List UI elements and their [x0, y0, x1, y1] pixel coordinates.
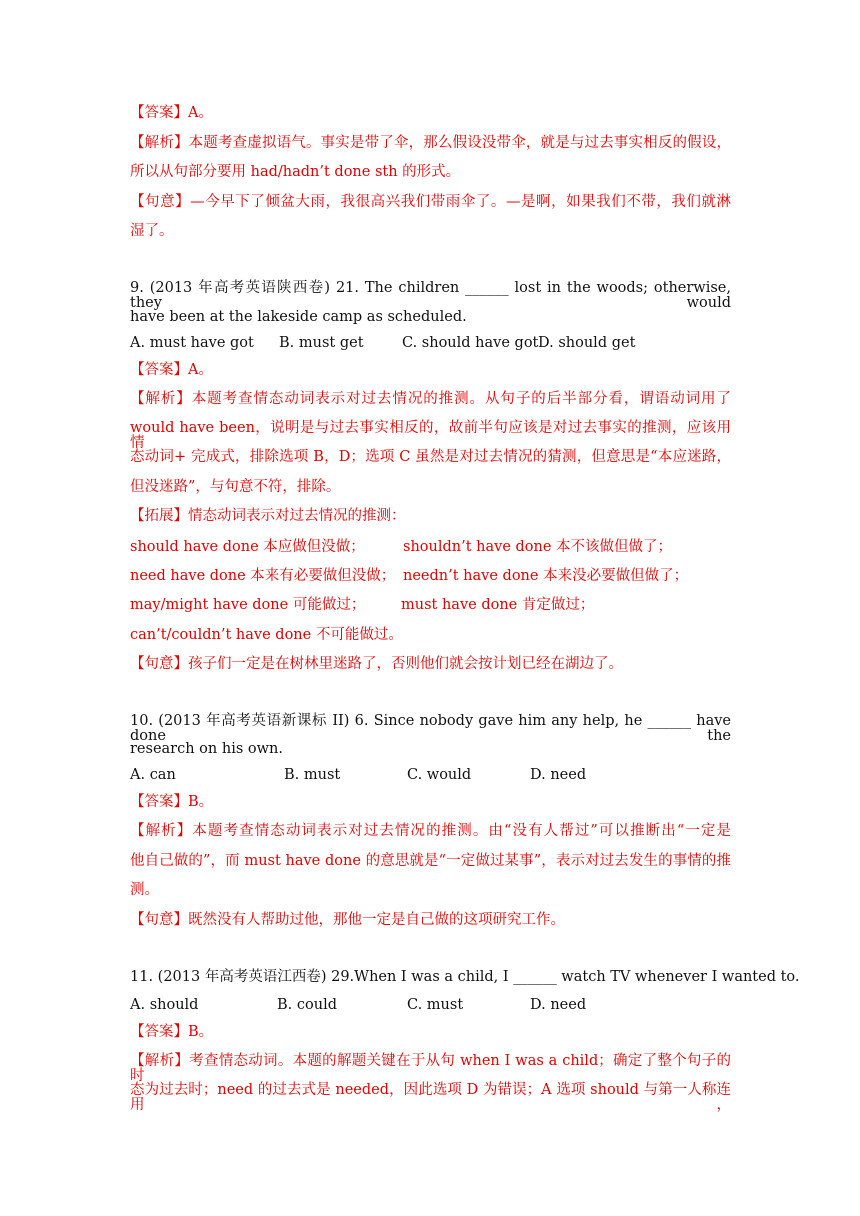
- question-11-line1: 11. (2013 年高考英语江西卷) 29.When I was a child, I ______ watch TV whenever I wanted to.: [130, 969, 800, 985]
- option-q10-d: D. need: [530, 767, 587, 783]
- extension-item: must have done 肯定做过；: [401, 597, 595, 613]
- extension-item: shouldn’t have done 本不该做但做了；: [403, 539, 673, 555]
- extension-row-4: can’t/couldn’t have done 不可能做过。: [130, 627, 403, 643]
- analysis-q11-line1: 【解析】考查情态动词。本题的解题关键在于从句 when I was a child；确定了整个句子的时: [130, 1053, 731, 1084]
- analysis-q9-line4: 但没迷路”，与句意不符，排除。: [130, 479, 341, 495]
- answer-q10: 【答案】B。: [130, 794, 214, 810]
- option-q10-b: B. must: [284, 767, 341, 783]
- analysis-q8-line2: 所以从句部分要用 had/hadn’t done sth 的形式。: [130, 164, 461, 180]
- answer-q8: 【答案】A。: [130, 105, 213, 121]
- meaning-q10: 【句意】既然没有人帮助过他，那他一定是自己做的这项研究工作。: [130, 912, 565, 928]
- meaning-q8-line1: 【句意】—今早下了倾盆大雨，我很高兴我们带雨伞了。—是啊，如果我们不带，我们就淋: [130, 194, 731, 210]
- extension-row-2: [130, 569, 731, 587]
- options-q9: [130, 336, 731, 354]
- question-9-line1: 9. (2013 年高考英语陕西卷) 21. The children ______ lost in the woods; otherwise, they would: [130, 280, 731, 311]
- option-q10-a: A. can: [130, 767, 176, 783]
- analysis-q11-line2: 态为过去时；need 的过去式是 needed，因此选项 D 为错误；A 选项 should 与第一人称连用，: [130, 1082, 731, 1113]
- analysis-q9-line2: would have been，说明是与过去事实相反的，故前半句应该是对过去事实的推测，应该用情: [130, 420, 731, 451]
- extension-row-1: [130, 540, 731, 558]
- option-q10-c: C. would: [407, 767, 472, 783]
- analysis-q10-line1: 【解析】本题考查情态动词表示对过去情况的推测。由“没有人帮过”可以推断出“一定是: [130, 823, 731, 839]
- analysis-q10-line3: 测。: [130, 882, 159, 898]
- analysis-q8-line1: 【解析】本题考查虚拟语气。事实是带了伞，那么假设没带伞，就是与过去事实相反的假设，: [130, 135, 731, 151]
- option-q9-c: C. should have got: [402, 335, 539, 351]
- option-q9-a: A. must have got: [130, 335, 254, 351]
- extension-item: may/might have done 可能做过；: [130, 597, 366, 613]
- question-10-line1: 10. (2013 年高考英语新课标 II) 6. Since nobody gave him any help, he ______ have done the: [130, 713, 731, 744]
- meaning-q8-line2: 湿了。: [130, 223, 174, 239]
- meaning-q9: 【句意】孩子们一定是在树林里迷路了，否则他们就会按计划已经在湖边了。: [130, 656, 623, 672]
- option-q9-b: B. must get: [279, 335, 364, 351]
- option-q11-d: D. need: [530, 997, 587, 1013]
- options-q11: [130, 998, 731, 1016]
- question-9-line2: have been at the lakeside camp as scheduled.: [130, 309, 467, 325]
- extension-item: needn’t have done 本来没必要做但做了；: [403, 568, 689, 584]
- extension-q9-title: 【拓展】情态动词表示对过去情况的推测：: [130, 508, 406, 524]
- extension-item: need have done 本来有必要做但没做；: [130, 568, 396, 584]
- option-q11-b: B. could: [277, 997, 337, 1013]
- answer-q11: 【答案】B。: [130, 1024, 214, 1040]
- options-q10: [130, 768, 731, 786]
- analysis-q9-line1: 【解析】本题考查情态动词表示对过去情况的推测。从句子的后半部分看，谓语动词用了: [130, 391, 731, 407]
- extension-row-3: [130, 598, 731, 616]
- analysis-q10-line2: 他自己做的”，而 must have done 的意思就是“一定做过某事”，表示对过去发生的事情的推: [130, 853, 731, 869]
- answer-q9: 【答案】A。: [130, 362, 213, 378]
- analysis-q9-line3: 态动词+ 完成式，排除选项 B，D；选项 C 虽然是对过去情况的猜测，但意思是“本应迷路，: [130, 449, 731, 465]
- extension-item: should have done 本应做但没做；: [130, 539, 365, 555]
- option-q9-d: D. should get: [538, 335, 636, 351]
- option-q11-c: C. must: [407, 997, 464, 1013]
- option-q11-a: A. should: [130, 997, 199, 1013]
- question-10-line2: research on his own.: [130, 741, 283, 757]
